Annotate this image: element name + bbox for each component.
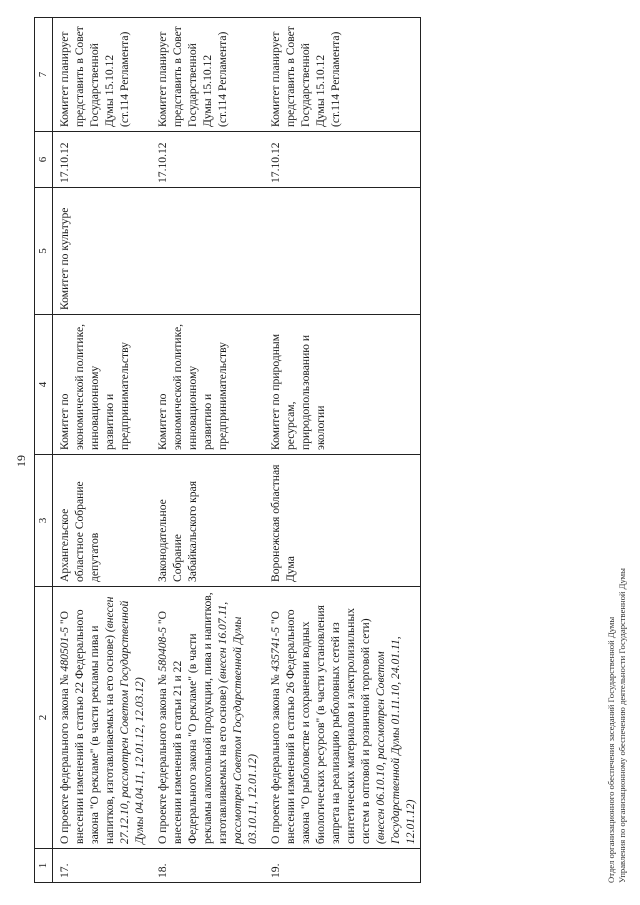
plan: Комитет планирует представить в Совет Государственной Думы 15.10.12 (ст.114 Регламента) — [149, 18, 262, 132]
column-header: 6 — [35, 132, 53, 188]
co-committee: Комитет по культуре — [53, 188, 150, 315]
bill-note: (внесен 16.07.11, рассмотрен Советом Государственной Думы 03.10.11, 12.01.12) — [216, 601, 259, 844]
footer — [606, 568, 628, 883]
bill-text: "О внесении изменений в статьи 21 и 22 Федерального закона "О рекламе" (в части рекламы алкогольной продукции, пива и напитков, изготавливаемых на его основе) — [156, 592, 229, 844]
initiator: Законодательное Собрание Забайкальского края — [149, 455, 262, 587]
row-number: 17. — [53, 849, 150, 883]
bill-intro: О проекте федерального закона № — [58, 674, 71, 844]
column-header: 7 — [35, 18, 53, 132]
bill-intro: О проекте федерального закона № — [269, 674, 282, 844]
bill-note: (внесен 27.12.10, рассмотрен Советом Государственной Думы 04.04.11, 12.01.12, 12.03.12) — [103, 596, 146, 844]
column-header: 2 — [35, 587, 53, 849]
page-number: 19 — [14, 455, 28, 467]
table-row — [149, 18, 262, 883]
responsible-committee: Комитет по экономической политике, инновационному развитию и предпринимательству — [149, 315, 262, 455]
footer-line: Управления по организационному обеспечению деятельности Государственной Думы — [617, 568, 627, 883]
plan: Комитет планирует представить в Совет Государственной Думы 15.10.12 (ст.114 Регламента) — [53, 18, 150, 132]
initiator: Воронежская областная Дума — [262, 455, 421, 587]
column-header: 3 — [35, 455, 53, 587]
bill-intro: О проекте федерального закона № — [156, 674, 169, 844]
bill-number: 480501-5 — [58, 626, 71, 672]
bill-cell — [262, 587, 421, 849]
co-committee — [149, 188, 262, 315]
bill-number: 435741-5 — [269, 626, 282, 672]
bill-text: "О внесении изменений в статью 26 Федерального закона "О рыболовстве и сохранении водных биологических ресурсов" (в части установления запрета на реализацию рыболовных сетей из синтетических материалов и электролизильных систем в оптовой и розничной торговой сети) — [269, 605, 372, 844]
co-committee — [262, 188, 421, 315]
bill-cell — [53, 587, 150, 849]
column-header: 4 — [35, 315, 53, 455]
bill-note: (внесен 06.10.10, рассмотрен Советом Государственной Думы 01.11.10, 24.01.11, 12.01.12) — [374, 636, 417, 844]
table-row — [53, 18, 150, 883]
bill-cell — [149, 587, 262, 849]
initiator: Архангельское областное Собрание депутатов — [53, 455, 150, 587]
table-row — [262, 18, 421, 883]
date: 17.10.12 — [53, 132, 150, 188]
responsible-committee: Комитет по экономической политике, инновационному развитию и предпринимательству — [53, 315, 150, 455]
date: 17.10.12 — [262, 132, 421, 188]
bill-number: 580408-5 — [156, 626, 169, 672]
responsible-committee: Комитет по природным ресурсам, природопользованию и экологии — [262, 315, 421, 455]
row-number: 19. — [262, 849, 421, 883]
column-header: 5 — [35, 188, 53, 315]
row-number: 18. — [149, 849, 262, 883]
plan: Комитет планирует представить в Совет Государственной Думы 15.10.12 (ст.114 Регламента) — [262, 18, 421, 132]
footer-line: Отдел организационного обеспечения заседаний Государственной Думы — [606, 616, 616, 883]
bill-text: "О внесении изменений в статью 22 Федерального закона "О рекламе" (в части рекламы пива и напитков, изготавливаемых на его основе) — [58, 609, 116, 844]
column-header: 1 — [35, 849, 53, 883]
header-row — [35, 18, 53, 883]
date: 17.10.12 — [149, 132, 262, 188]
bills-table — [34, 17, 421, 883]
